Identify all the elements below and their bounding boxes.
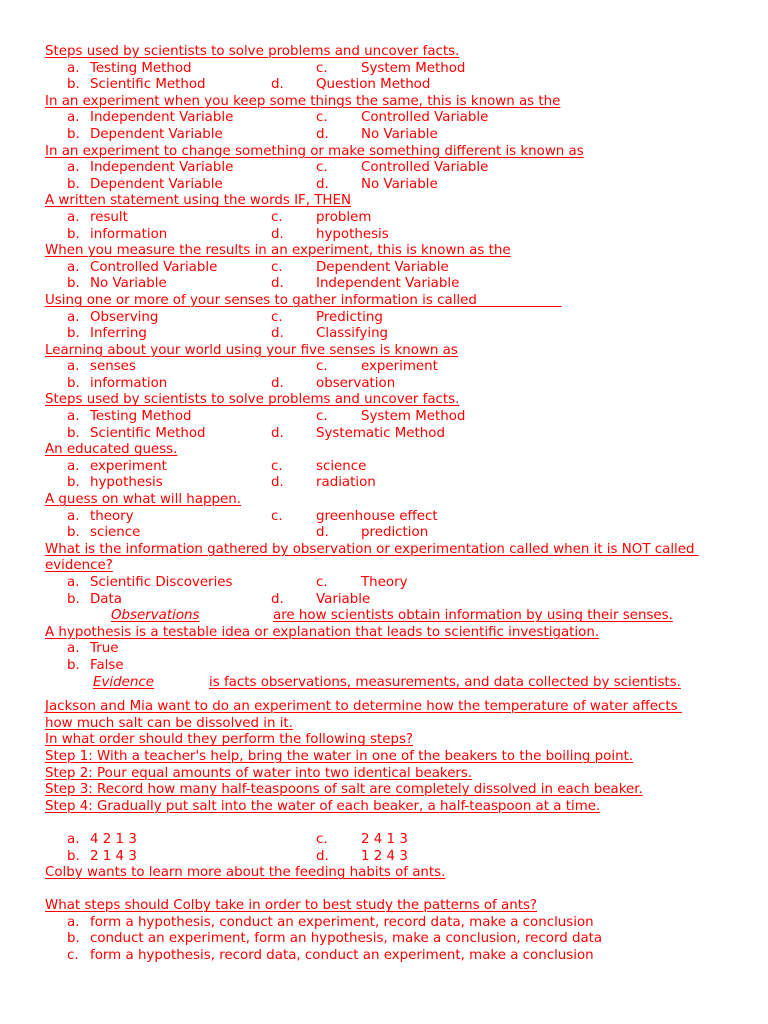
answer-row — [0, 177, 768, 194]
option-label: a. — [67, 575, 80, 590]
option-label: b. — [67, 931, 80, 947]
answer-row — [0, 160, 768, 177]
option-a: True — [90, 641, 119, 657]
option-a: experiment — [90, 458, 167, 474]
option-label: d. — [271, 425, 284, 441]
option-label: c. — [67, 948, 79, 964]
fill-blank-word: Evidence — [93, 674, 154, 690]
option-d: No Variable — [361, 126, 438, 142]
question-8: Steps used by scientists to solve problems and uncover facts. — [45, 392, 460, 408]
option-label: c. — [316, 831, 328, 847]
option-label: c. — [271, 209, 283, 225]
option-label: a. — [67, 409, 80, 425]
fill-in-sentence: are how scientists obtain information by using their senses. — [273, 608, 673, 624]
option-label: c. — [271, 309, 283, 325]
option-label: a. — [67, 641, 80, 657]
option-c: System Method — [361, 60, 466, 76]
option-label: a. — [67, 458, 80, 474]
option-label: d. — [316, 176, 329, 192]
step-2: Step 2: Pour equal amounts of water into two identical beakers. — [45, 765, 473, 781]
option-d: Independent Variable — [316, 276, 460, 292]
option-label: d. — [271, 475, 284, 491]
option-a: senses — [90, 359, 136, 375]
option-a: theory — [90, 508, 134, 524]
option-b: Inferring — [90, 326, 147, 342]
option-c: problem — [316, 209, 372, 225]
fill-in-evidence — [0, 675, 768, 692]
option-b: Dependent Variable — [90, 126, 223, 142]
question-11-line-1: What is the information gathered by observation or experimentation called when it is NOT called — [45, 541, 699, 557]
option-label: b. — [67, 657, 80, 673]
answer-row — [0, 260, 768, 277]
answer-row — [0, 931, 768, 948]
option-d: No Variable — [361, 176, 438, 192]
option-label: c. — [316, 160, 328, 176]
fill-blank-word: Observations — [111, 608, 200, 624]
option-a: 4 2 1 3 — [90, 831, 137, 847]
option-label: a. — [67, 359, 80, 375]
question-11-line-2: evidence? — [45, 558, 113, 574]
answer-row — [0, 592, 768, 609]
answer-row — [0, 575, 768, 592]
step-3: Step 3: Record how many half-teaspoons of salt are completely dissolved in each beaker. — [45, 782, 643, 798]
question-13-line-3: In what order should they perform the following steps? — [45, 732, 414, 748]
question-5: When you measure the results in an experiment, this is known as the — [45, 243, 511, 259]
option-b: 2 1 4 3 — [90, 848, 137, 864]
answer-row — [0, 509, 768, 526]
answer-row — [0, 915, 768, 932]
fill-in-observations — [0, 608, 768, 625]
option-c: Predicting — [316, 309, 383, 325]
question-13-line-2: how much salt can be dissolved in it. — [45, 715, 293, 731]
question-2: In an experiment when you keep some things the same, this is known as the — [45, 93, 561, 109]
option-c: 2 4 1 3 — [361, 831, 408, 847]
option-label: d. — [316, 525, 329, 541]
option-label: c. — [316, 359, 328, 375]
question-6: Using one or more of your senses to gather information is called ____________ — [45, 292, 562, 308]
option-b: conduct an experiment, form an hypothesis, make a conclusion, record data — [90, 931, 603, 947]
option-a: Controlled Variable — [90, 259, 218, 275]
option-d: Question Method — [316, 77, 431, 93]
option-label: c. — [316, 110, 328, 126]
option-b: Dependent Variable — [90, 176, 223, 192]
answer-row — [0, 77, 768, 94]
option-label: b. — [67, 425, 80, 441]
answer-row — [0, 849, 768, 866]
option-label: b. — [67, 591, 80, 607]
option-a: Testing Method — [90, 409, 192, 425]
answer-row — [0, 475, 768, 492]
option-d: Classifying — [316, 326, 389, 342]
option-label: a. — [67, 508, 80, 524]
answer-row — [0, 426, 768, 443]
option-c: form a hypothesis, record data, conduct an experiment, make a conclusion — [90, 948, 594, 964]
option-c: System Method — [361, 409, 466, 425]
option-c: science — [316, 458, 367, 474]
option-a: Independent Variable — [90, 110, 234, 126]
option-d: observation — [316, 375, 396, 391]
answer-row — [0, 127, 768, 144]
option-b: Scientific Method — [90, 425, 206, 441]
option-label: b. — [67, 126, 80, 142]
step-1: Step 1: With a teacher's help, bring the water in one of the beakers to the boiling point. — [45, 748, 634, 764]
option-b: Data — [90, 591, 122, 607]
question-14-line-2: What steps should Colby take in order to best study the patterns of ants? — [45, 898, 538, 914]
option-d: Systematic Method — [316, 425, 445, 441]
answer-row — [0, 641, 768, 658]
answer-row — [0, 376, 768, 393]
option-a: Observing — [90, 309, 159, 325]
option-label: a. — [67, 309, 80, 325]
question-7: Learning about your world using your five senses is known as — [45, 342, 458, 358]
option-label: d. — [271, 226, 284, 242]
option-label: c. — [316, 60, 328, 76]
question-4: A written statement using the words IF, THEN — [45, 193, 351, 209]
option-label: a. — [67, 914, 80, 930]
answer-row — [0, 359, 768, 376]
option-label: d. — [271, 375, 284, 391]
option-label: b. — [67, 226, 80, 242]
option-label: b. — [67, 375, 80, 391]
option-c: greenhouse effect — [316, 508, 438, 524]
option-b: False — [90, 657, 124, 673]
option-d: 1 2 4 3 — [361, 848, 408, 864]
option-d: Variable — [316, 591, 371, 607]
question-10: A guess on what will happen. — [45, 492, 241, 508]
option-a: Testing Method — [90, 60, 192, 76]
answer-row — [0, 948, 768, 965]
option-b: Scientific Method — [90, 77, 206, 93]
option-label: c. — [316, 409, 328, 425]
option-b: information — [90, 226, 168, 242]
option-label: c. — [271, 259, 283, 275]
option-c: Dependent Variable — [316, 259, 449, 275]
fill-in-sentence: is facts observations, measurements, and data collected by scientists. — [209, 674, 681, 690]
answer-row — [0, 110, 768, 127]
answer-row — [0, 210, 768, 227]
answer-row — [0, 326, 768, 343]
option-b: hypothesis — [90, 475, 163, 491]
option-label: d. — [316, 126, 329, 142]
option-label: c. — [271, 508, 283, 524]
option-label: a. — [67, 60, 80, 76]
step-4: Step 4: Gradually put salt into the water of each beaker, a half-teaspoon at a time. — [45, 798, 601, 814]
option-label: a. — [67, 209, 80, 225]
answer-row — [0, 459, 768, 476]
option-label: a. — [67, 831, 80, 847]
option-d: radiation — [316, 475, 376, 491]
question-14-line-1: Colby wants to learn more about the feeding habits of ants. — [45, 865, 446, 881]
option-a: Scientific Discoveries — [90, 575, 233, 590]
question-13-line-1: Jackson and Mia want to do an experiment to determine how the temperature of water affects — [45, 699, 682, 715]
option-a: form a hypothesis, conduct an experiment, record data, make a conclusion — [90, 914, 594, 930]
answer-row — [0, 61, 768, 78]
option-label: b. — [67, 475, 80, 491]
question-9: An educated guess. — [45, 442, 178, 458]
answer-row — [0, 227, 768, 244]
option-label: a. — [67, 110, 80, 126]
option-label: b. — [67, 77, 80, 93]
answer-row — [0, 409, 768, 426]
option-label: d. — [271, 326, 284, 342]
option-label: c. — [271, 458, 283, 474]
option-b: No Variable — [90, 276, 167, 292]
option-a: result — [90, 209, 128, 225]
option-label: d. — [316, 848, 329, 864]
option-label: b. — [67, 176, 80, 192]
answer-row — [0, 658, 768, 675]
answer-row — [0, 310, 768, 327]
option-a: Independent Variable — [90, 160, 234, 176]
option-c: Controlled Variable — [361, 110, 489, 126]
option-c: Controlled Variable — [361, 160, 489, 176]
option-label: d. — [271, 276, 284, 292]
option-d: prediction — [361, 525, 429, 541]
answer-row — [0, 832, 768, 849]
option-label: b. — [67, 525, 80, 541]
option-label: d. — [271, 77, 284, 93]
question-12: A hypothesis is a testable idea or explanation that leads to scientific investigation. — [45, 624, 600, 640]
option-b: information — [90, 375, 168, 391]
option-label: d. — [271, 591, 284, 607]
worksheet — [0, 44, 768, 965]
option-label: b. — [67, 276, 80, 292]
option-label: b. — [67, 326, 80, 342]
option-d: hypothesis — [316, 226, 389, 242]
question-1: Steps used by scientists to solve problems and uncover facts. — [45, 44, 460, 59]
option-label: c. — [316, 575, 328, 590]
answer-row — [0, 276, 768, 293]
option-c: experiment — [361, 359, 438, 375]
question-3: In an experiment to change something or make something different is known as — [45, 143, 584, 159]
answer-row — [0, 525, 768, 542]
option-label: a. — [67, 259, 80, 275]
option-c: Theory — [361, 575, 408, 590]
option-label: b. — [67, 848, 80, 864]
option-b: science — [90, 525, 141, 541]
option-label: a. — [67, 160, 80, 176]
